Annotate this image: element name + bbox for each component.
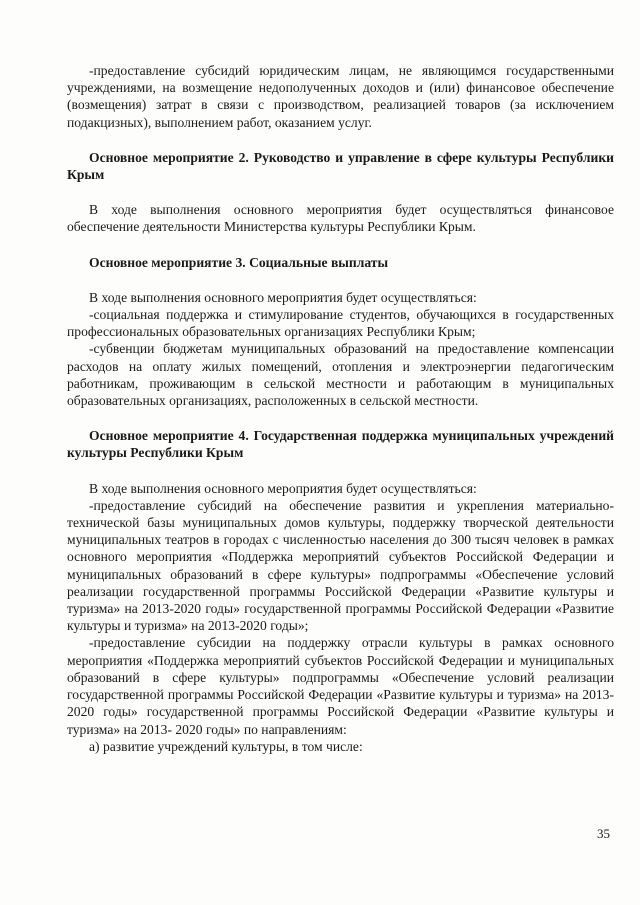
paragraph-subsidies-legal-entities: -предоставление субсидий юридическим лицам, не являющимся государственными учреждениями, на возмещение недополученных доходов и (или) финансовое обеспечение (возмещения) затрат в связи с производством, реализацией товаров (за исключением подакцизных), выполнением работ, оказанием услуг. <box>67 63 614 130</box>
paragraph-measure-3-intro: В ходе выполнения основного мероприятия будет осуществляться: <box>89 289 477 305</box>
page-number: 35 <box>597 826 610 841</box>
heading-measure-2: Основное мероприятие 2. Руководство и управление в сфере культуры Республики Крым <box>67 149 614 183</box>
paragraph-student-support: -социальная поддержка и стимулирование студентов, обучающихся в государственных профессиональных образовательных организациях Республики Крым; <box>67 307 614 340</box>
paragraph-measure-2-body: В ходе выполнения основного мероприятия будет осуществляться финансовое обеспечение деятельности Министерства культуры Республики Крым. <box>67 202 614 235</box>
paragraph-measure-4-intro: В ходе выполнения основного мероприятия будет осуществляться: <box>89 480 477 496</box>
heading-measure-4: Основное мероприятие 4. Государственная поддержка муниципальных учреждений культуры Республики Крым <box>67 428 614 461</box>
document-body <box>67 62 614 755</box>
paragraph-subsidy-culture-sector: -предоставление субсидии на поддержку отрасли культуры в рамках основного мероприятия «Поддержка мероприятий субъектов Российской Федерации и муниципальных образований в сфере культуры» подпрограммы «Обеспечение условий реализации государственной программы Российской Федерации «Развитие культуры и туризма» на 2013-2020 годы» государственной программы Российской Федерации «Развитие культуры и туризма» на 2013- 2020 годы» по направлениям: <box>67 635 614 737</box>
heading-measure-3: Основное мероприятие 3. Социальные выплаты <box>89 254 389 270</box>
paragraph-subventions: -субвенции бюджетам муниципальных образований на предоставление компенсации расходов на оплату жилых помещений, отопления и электроэнергии педагогическим работникам, проживающим в сельской местности и работающим в муниципальных образовательных организациях, расположенных в сельской местности. <box>67 341 614 409</box>
paragraph-list-item-a: а) развитие учреждений культуры, в том числе: <box>89 738 363 754</box>
paragraph-subsidies-houses-of-culture: -предоставление субсидий на обеспечение развития и укрепления материально-технической базы муниципальных домов культуры, поддержку творческой деятельности муниципальных театров в городах с численностью населения до 300 тысяч человек в рамках основного мероприятия «Поддержка мероприятий субъектов Российской Федерации и муниципальных образований в сфере культуры» подпрограммы «Обеспечение условий реализации государственной программы Российской Федерации «Развитие культуры и туризма» на 2013-2020 годы» государственной программы Российской Федерации «Развитие культуры и туризма» на 2013-2020 годы»; <box>67 497 614 634</box>
